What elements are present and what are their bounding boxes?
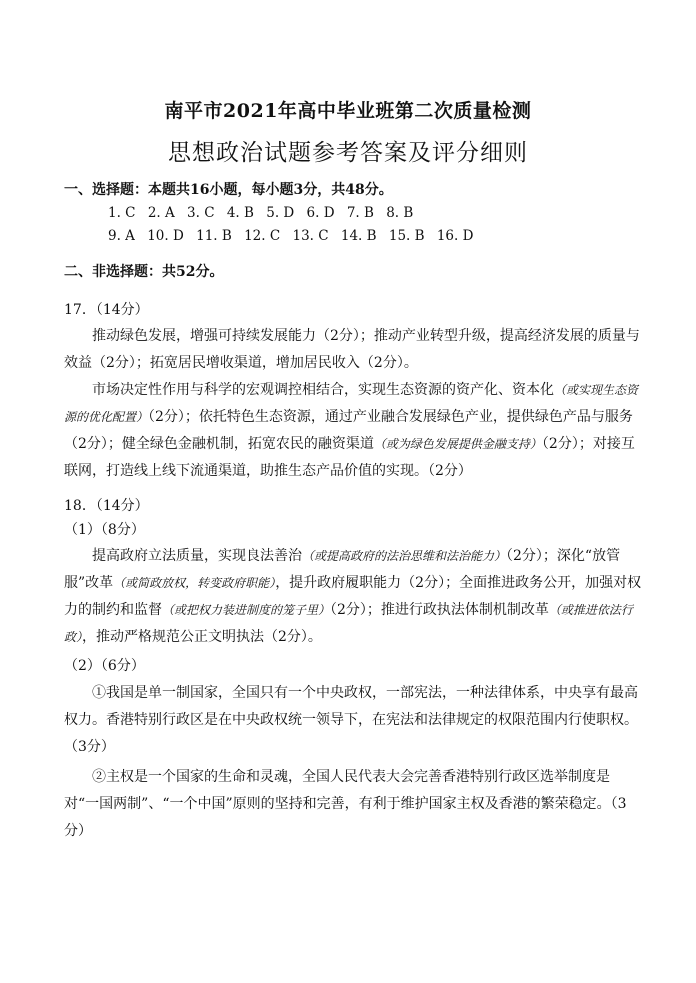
answer-item: 3. C	[187, 205, 215, 221]
note-span: （或把权力装进制度的笼子里）	[162, 603, 331, 617]
answer-item: 11. B	[196, 228, 232, 244]
answer-item: 8. B	[386, 205, 414, 221]
note-span: （或实现生态资源的优化配置）	[64, 383, 639, 424]
note-span: （或提高政府的法治思维和法治能力）	[302, 549, 507, 563]
answer-item: 6. D	[306, 205, 335, 221]
answer-item: 10. D	[147, 228, 184, 244]
note-span: （或为绿色发展提供金融支持）	[373, 437, 542, 451]
q18-sub2-label: （2）（6分）	[64, 658, 145, 674]
text-span: （2分）；对接互联网，打造线上线下流通渠道，助推生态产品价值的实现。（2分）	[64, 436, 635, 479]
text-span: 提高政府立法质量，实现良法善治	[92, 548, 302, 564]
answer-item: 15. B	[388, 228, 425, 244]
answer-item: 5. D	[266, 205, 295, 221]
note-span: （或简政放权，转变政府职能）	[113, 576, 276, 590]
q17-label: 17．（14分）	[64, 302, 149, 318]
answers-row-2	[108, 228, 481, 244]
answer-item: 12. C	[244, 228, 281, 244]
section1-heading: 一、选择题：本题共16小题，每小题3分，共48分。	[64, 182, 393, 198]
answer-item: 9. A	[108, 228, 135, 244]
answer-item: 7. B	[346, 205, 374, 221]
q18-sub1-label: （1）（8分）	[64, 522, 145, 538]
text-span: ，提升政府履职能力（2分）；全面推进政务公开，加强对权力的制约和监督	[64, 575, 642, 618]
note-span: （或推进依法行政）	[64, 603, 633, 644]
text-span: 市场决定性作用与科学的宏观调控相结合，实现生态资源的资产化、资本化	[92, 382, 554, 398]
text-span: （2分）；推进行政执法体制机制改革	[330, 602, 549, 618]
q18-paragraph-1	[64, 543, 644, 651]
q18-paragraph-3: ②主权是一个国家的生命和灵魂，全国人民代表大会完善香港特别行政区选举制度是对“一国两制”、“一个中国”原则的坚持和完善，有利于维护国家主权及香港的繁荣稳定。（3分）	[64, 769, 627, 839]
text-span: （2分）；深化“放管服”改革	[64, 548, 621, 591]
page-subtitle: 思想政治试题参考答案及评分细则	[168, 140, 528, 166]
text-span: （2分）；依托特色生态资源，通过产业融合发展绿色产业，提供绿色产品与服务（2分）；健全绿色金融机制，拓宽农民的融资渠道	[64, 409, 633, 452]
section2-heading: 二、非选择题：共52分。	[64, 264, 224, 280]
q17-paragraph-1: 推动绿色发展，增强可持续发展能力（2分）；推动产业转型升级，提高经济发展的质量与效益（2分）；拓宽居民增收渠道，增加居民收入（2分）。	[64, 328, 640, 371]
answer-item: 2. A	[147, 205, 175, 221]
q18-paragraph-2: ①我国是单一制国家，全国只有一个中央政权，一部宪法，一种法律体系，中央享有最高权力。香港特别行政区是在中央政权统一领导下，在宪法和法律规定的权限范围内行使职权。（3分）	[64, 685, 638, 755]
q18-label: 18．（14分）	[64, 498, 149, 514]
answer-item: 14. B	[340, 228, 377, 244]
answers-row-1	[108, 205, 421, 221]
answer-item: 4. B	[226, 205, 254, 221]
text-span: ，推动严格规范公正文明执法（2分）。	[82, 629, 322, 645]
q17-paragraph-2	[64, 377, 644, 485]
answer-item: 1. C	[108, 205, 136, 221]
answer-item: 16. D	[436, 228, 474, 244]
page-title: 南平市2021年高中毕业班第二次质量检测	[164, 100, 532, 122]
answer-item: 13. C	[292, 228, 329, 244]
